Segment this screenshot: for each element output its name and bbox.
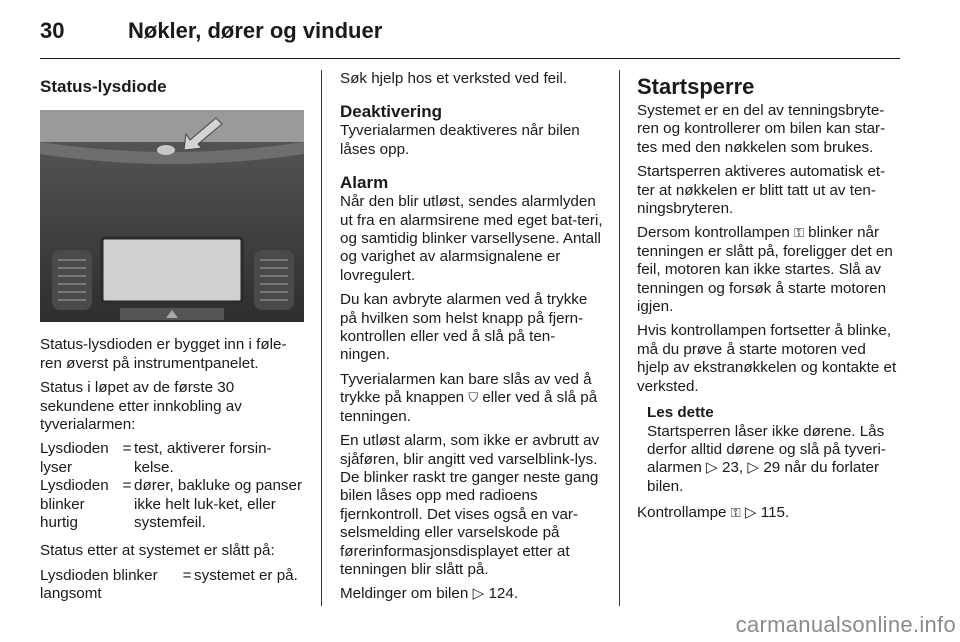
deactivation-text: Tyverialarmen deaktiveres når bilen låses opp.	[340, 122, 580, 158]
status-list-1	[40, 440, 305, 532]
p3-text-b: blinker når tenningen er slått på, foreligger det en feil, motoren kan ikke startes. Slå av tenningen og forsøk å starte motoren igjen.	[637, 224, 893, 316]
alarm-paragraph-2: Du kan avbryte alarmen ved å trykke på hvilken som helst knapp på fjern-kontrollen eller ved å slå på ten-ningen.	[340, 291, 588, 364]
column-divider	[321, 70, 322, 606]
page-ref[interactable]: 29	[763, 459, 781, 477]
immobilizer-paragraph-1: Systemet er en del av tenningsbryte-ren og kontrollerer om bilen kan star-tes med den nøkkelen som brukes.	[637, 102, 886, 156]
page-number: 30	[40, 18, 65, 43]
page-ref-arrow-icon: ▷	[747, 459, 760, 477]
heading-immobilizer: Startsperre	[637, 74, 755, 99]
page-ref[interactable]: 124.	[488, 585, 519, 603]
note-title: Les dette	[647, 404, 714, 422]
list-value: systemet er på.	[194, 566, 298, 584]
alarm-paragraph-1: Når den blir utløst, sendes alarmlyden ut fra en alarmsirene med eget bat-teri, og samtidig blinker varsellysene. Antall og varighet av alarmsignalene er lovregulert.	[340, 193, 603, 284]
section-title-status-led: Status-lysdiode	[40, 77, 167, 96]
status-after-on: Status etter at systemet er slått på:	[40, 542, 275, 560]
list-item	[40, 567, 305, 604]
immobilizer-paragraph-2: Startsperren aktiveres automatisk et-ter at nøkkelen er blitt tatt ut av ten-ningsbryteren.	[637, 163, 886, 218]
list-key: Lysdioden blinker langsomt	[40, 566, 158, 603]
alarm-p3-text-b: eller ved å slå på tenningen.	[340, 389, 598, 425]
note-box	[647, 404, 902, 496]
immobilizer-lamp-icon: ⚿	[794, 225, 804, 241]
list-key: Lysdioden lyser	[40, 440, 109, 476]
alarm-paragraph-3	[340, 371, 605, 426]
list-key: Lysdioden blinker hurtig	[40, 477, 109, 532]
heading-deactivation: Deaktivering	[340, 102, 443, 122]
alarm-p5-text: Meldinger om bilen	[340, 585, 469, 603]
immobilizer-paragraph-4: Hvis kontrollampen fortsetter å blinke, må du prøve å starte motoren ved hjelp av ekstranøkkelen og kontakte et verksted.	[637, 322, 897, 395]
list-eq: =	[122, 477, 132, 495]
page-ref-arrow-icon: ▷	[472, 585, 485, 603]
column-divider	[619, 70, 620, 606]
alarm-paragraph-4: En utløst alarm, som ikke er avbrutt av sjåføren, blir angitt ved varselblink-lys. De blinker raskt tre ganger neste gang bilen låses opp med radioens fjernkontroll. Det vises også en var-selsmelding eller varselskode på førerinformasjonsdisplayet etter at tenningen blir slått på.	[340, 432, 600, 578]
chapter-title: Nøkler, dører og vinduer	[128, 18, 383, 43]
list-eq: =	[122, 440, 132, 458]
list-value: test, aktiverer forsin-kelse.	[134, 440, 272, 476]
status-led-intro: Status-lysdioden er bygget inn i føle-ren øverst på instrumentpanelet.	[40, 336, 287, 372]
column-2	[340, 70, 605, 610]
note-text	[647, 423, 902, 497]
header-rule	[40, 58, 900, 59]
page-ref-arrow-icon: ▷	[706, 459, 718, 477]
page-ref[interactable]: 23,	[722, 459, 744, 477]
p5-text: Kontrollampe	[637, 504, 727, 522]
page-ref-arrow-icon: ▷	[744, 504, 757, 522]
column-3	[637, 70, 902, 529]
dashboard-photo	[40, 110, 304, 322]
immobilizer-paragraph-5	[637, 504, 902, 522]
heading-alarm: Alarm	[340, 173, 389, 193]
immobilizer-paragraph-3	[637, 224, 902, 316]
immobilizer-lamp-icon: ⚿	[730, 505, 741, 521]
watermark: carmanualsonline.info	[735, 612, 956, 637]
alarm-paragraph-5	[340, 585, 605, 603]
list-value: dører, bakluke og panser ikke helt luk-ket, eller systemfeil.	[134, 477, 303, 532]
dashboard-illustration	[40, 110, 304, 322]
list-eq: =	[182, 566, 192, 584]
page-ref[interactable]: 115.	[760, 504, 790, 522]
status-first-30s: Status i løpet av de første 30 sekundene etter innkobling av tyverialarmen:	[40, 379, 242, 434]
column-1	[40, 70, 305, 614]
p3-text-a: Dersom kontrollampen	[637, 224, 790, 242]
seek-help-text: Søk hjelp hos et verksted ved feil.	[340, 70, 568, 87]
note-text-a: Startsperren låser ikke dørene. Lås derfor alltid dørene og slå på tyveri-alarmen	[647, 422, 886, 477]
page-header	[40, 14, 900, 46]
car-lock-icon: ⛉	[468, 390, 479, 406]
list-item	[40, 477, 305, 532]
alarm-p3-text-a: Tyverialarmen kan bare slås av ved å trykke på knappen	[340, 370, 592, 407]
list-item	[40, 440, 305, 477]
status-list-2	[40, 567, 305, 604]
note-text-b: når du forlater bilen.	[647, 459, 880, 495]
